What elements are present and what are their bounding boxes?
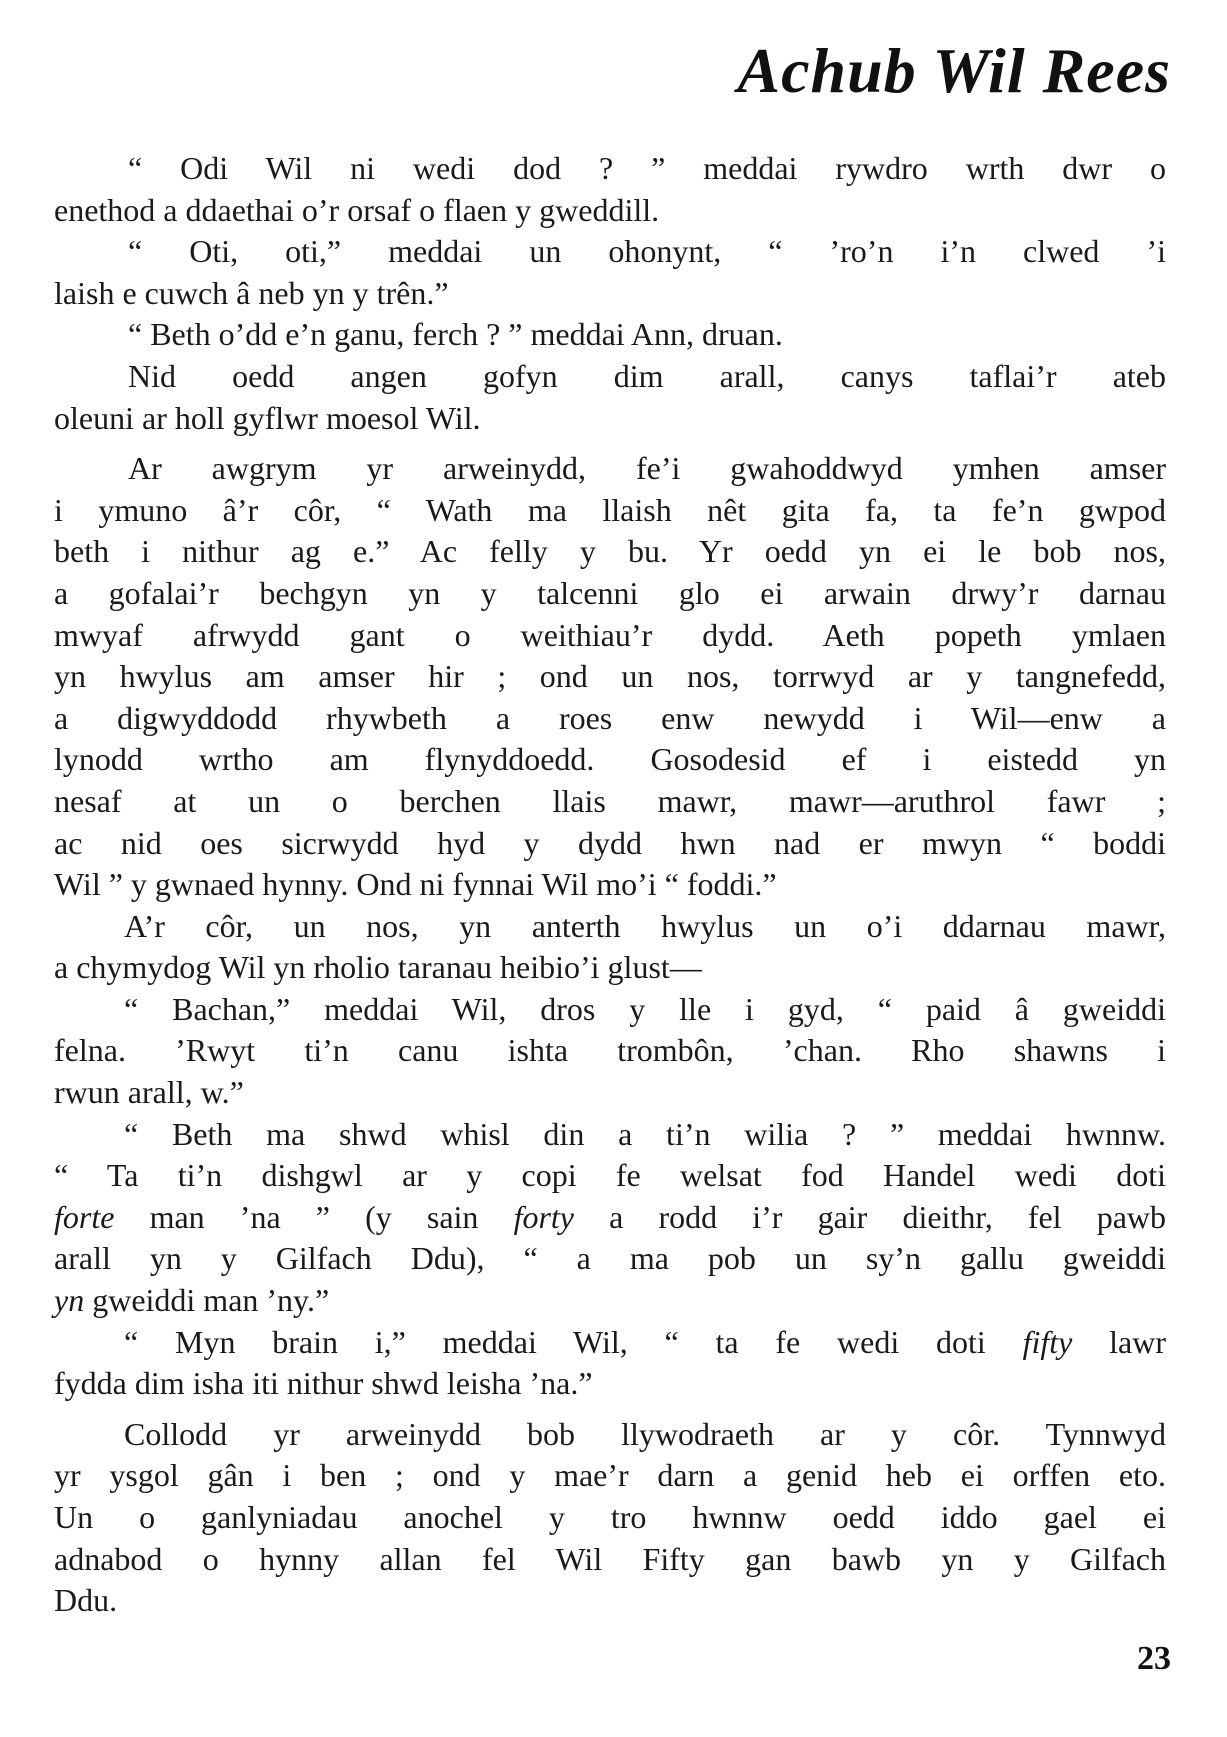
- text-segment: “ Beth o’dd e’n ganu, ferch ? ” meddai Ann, druan.: [128, 316, 783, 353]
- text-line: [54, 906, 1166, 948]
- text-segment: A’r côr, un nos, yn anterth hwylus un o’i ddarnau mawr,: [124, 907, 1166, 944]
- text-segment: “ Oti, oti,” meddai un ohonynt, “ ’ro’n i’n clwed ’i: [128, 233, 1166, 270]
- text-segment: ac nid oes sicrwydd hyd y dydd hwn nad er mwyn “ boddi: [54, 824, 1166, 861]
- text-segment: Ddu.: [54, 1582, 118, 1619]
- text-line: [54, 823, 1166, 865]
- text-segment: Wil ” y gwnaed hynny. Ond ni fynnai Wil mo’i “ foddi.”: [54, 866, 777, 903]
- page-number: 23: [1137, 1640, 1171, 1677]
- italic-word: forte: [54, 1198, 115, 1235]
- text-line: [54, 1114, 1166, 1156]
- text-line: [54, 1322, 1166, 1364]
- text-line: [54, 656, 1166, 698]
- text-segment: mwyaf afrwydd gant o weithiau’r dydd. Aeth popeth ymlaen: [54, 616, 1166, 653]
- text-segment: “ Myn brain i,” meddai Wil, “ ta fe wedi doti: [124, 1323, 1023, 1360]
- text-segment: nesaf at un o berchen llais mawr, mawr—aruthrol fawr ;: [54, 782, 1166, 819]
- text-segment: Nid oedd angen gofyn dim arall, canys taflai’r ateb: [128, 357, 1166, 394]
- text-line: [54, 1030, 1166, 1072]
- text-line: [54, 490, 1166, 532]
- text-line: [54, 448, 1166, 490]
- text-segment: felna. ’Rwyt ti’n canu ishta trombôn, ’chan. Rho shawns i: [54, 1032, 1166, 1069]
- text-segment: Collodd yr arweinydd bob llywodraeth ar y côr. Tynnwyd: [124, 1415, 1166, 1452]
- italic-word: yn: [54, 1282, 85, 1319]
- text-segment: a rodd i’r gair dieithr, fel pawb: [574, 1198, 1167, 1235]
- text-segment: “ Odi Wil ni wedi dod ? ” meddai rywdro wrth dwr o: [128, 150, 1166, 186]
- text-segment: lynodd wrtho am flynyddoedd. Gosodesid ef i eistedd yn: [54, 741, 1166, 778]
- text-line: [54, 1363, 1166, 1405]
- text-line: [54, 1155, 1166, 1197]
- text-line: [54, 1197, 1166, 1239]
- text-line: [54, 531, 1166, 573]
- text-line: [54, 190, 1166, 232]
- text-segment: “ Ta ti’n dishgwl ar y copi fe welsat fod Handel wedi doti: [54, 1157, 1166, 1194]
- running-title: Achub Wil Rees: [737, 35, 1171, 106]
- text-line: [54, 781, 1166, 823]
- text-segment: lawr: [1072, 1323, 1167, 1360]
- text-line: [54, 1280, 1166, 1322]
- text-segment: laish e cuwch â neb yn y trên.”: [54, 274, 449, 311]
- text-line: [54, 864, 1166, 906]
- text-segment: oleuni ar holl gyflwr moesol Wil.: [54, 399, 481, 436]
- text-line: [54, 231, 1166, 273]
- italic-word: forty: [513, 1198, 574, 1235]
- text-segment: gweiddi man ’ny.”: [84, 1282, 330, 1319]
- text-line: [54, 1497, 1166, 1539]
- text-segment: a digwyddodd rhywbeth a roes enw newydd i Wil—enw a: [54, 699, 1166, 736]
- text-segment: i ymuno â’r côr, “ Wath ma llaish nêt gita fa, ta fe’n gwpod: [54, 491, 1166, 528]
- text-line: [54, 1455, 1166, 1497]
- text-segment: yr ysgol gân i ben ; ond y mae’r darn a genid heb ei orffen eto.: [54, 1457, 1166, 1494]
- body-text: [54, 148, 1166, 1622]
- text-line: [54, 739, 1166, 781]
- text-line: [54, 148, 1166, 190]
- text-line: [54, 273, 1166, 315]
- text-segment: a chymydog Wil yn rholio taranau heibio’i glust—: [54, 949, 702, 986]
- text-segment: adnabod o hynny allan fel Wil Fifty gan bawb yn y Gilfach: [54, 1540, 1166, 1577]
- text-line: [54, 1539, 1166, 1581]
- text-line: [54, 573, 1166, 615]
- text-segment: enethod a ddaethai o’r orsaf o flaen y gweddill.: [54, 191, 660, 228]
- text-segment: beth i nithur ag e.” Ac felly y bu. Yr oedd yn ei le bob nos,: [54, 533, 1166, 570]
- text-line: [54, 1072, 1166, 1114]
- text-line: [54, 1580, 1166, 1622]
- text-line: [54, 615, 1166, 657]
- text-segment: Un o ganlyniadau anochel y tro hwnnw oedd iddo gael ei: [54, 1499, 1166, 1535]
- text-line: [54, 398, 1166, 440]
- text-segment: Ar awgrym yr arweinydd, fe’i gwahoddwyd ymhen amser: [128, 450, 1166, 487]
- text-segment: “ Bachan,” meddai Wil, dros y lle i gyd, “ paid â gweiddi: [124, 990, 1166, 1027]
- text-segment: yn hwylus am amser hir ; ond un nos, torrwyd ar y tangnefedd,: [54, 658, 1166, 695]
- text-segment: man ’na ” (y sain: [114, 1198, 514, 1235]
- text-segment: rwun arall, w.”: [54, 1074, 244, 1111]
- text-line: [54, 314, 1166, 356]
- text-line: [54, 1414, 1166, 1456]
- text-segment: a gofalai’r bechgyn yn y talcenni glo ei arwain drwy’r darnau: [54, 574, 1166, 611]
- text-segment: arall yn y Gilfach Ddu), “ a ma pob un sy’n gallu gweiddi: [54, 1240, 1166, 1277]
- text-line: [54, 947, 1166, 989]
- text-line: [54, 698, 1166, 740]
- italic-word: fifty: [1022, 1323, 1073, 1360]
- text-line: [54, 1238, 1166, 1280]
- text-segment: fydda dim isha iti nithur shwd leisha ’na.”: [54, 1365, 593, 1402]
- text-segment: “ Beth ma shwd whisl din a ti’n wilia ? ” meddai hwnnw.: [124, 1115, 1166, 1152]
- text-line: [54, 356, 1166, 398]
- text-line: [54, 989, 1166, 1031]
